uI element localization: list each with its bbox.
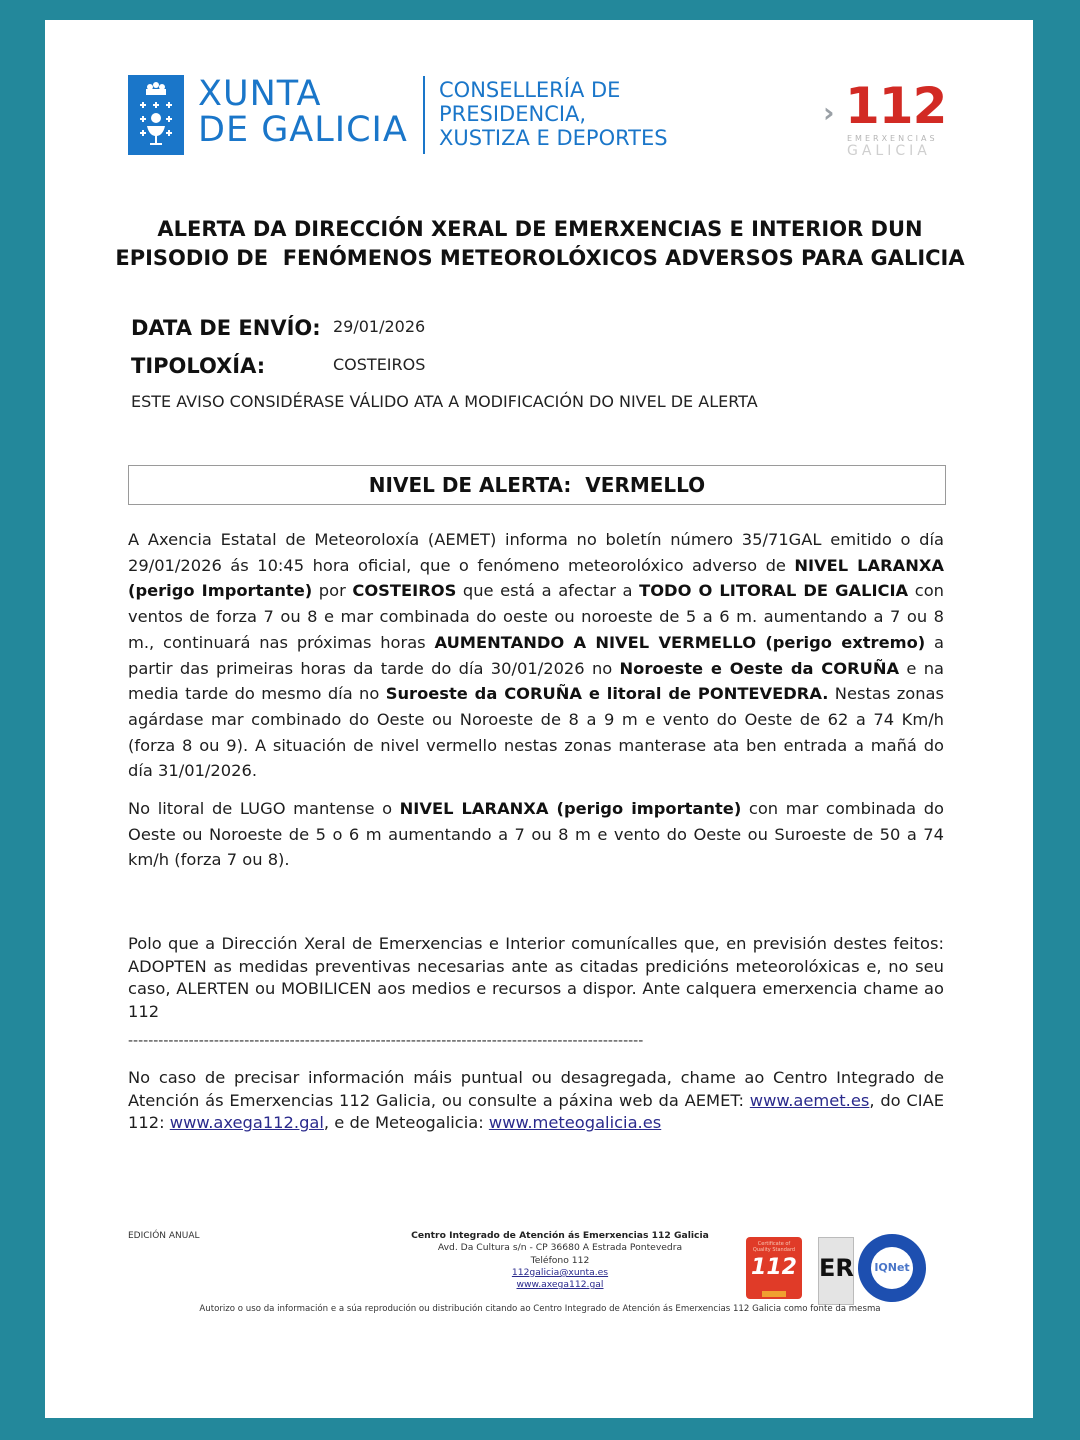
body-text: con mar combinada do Oeste ou Noroeste de 5 o 6 m aumentando a 7 ou 8 m e vento do Oeste ou Suroeste de 50 a 74 km/h (forza 7 ou 8). xyxy=(128,799,945,870)
emphasized-text: AUMENTANDO A NIVEL VERMELLO (perigo extremo) xyxy=(434,632,926,652)
contact-text-2: , do CIAE 112: xyxy=(128,1090,945,1132)
logo-112-line1: EMERXENCIAS xyxy=(847,134,938,143)
edition-label: EDICIÓN ANUAL xyxy=(128,1231,200,1241)
er-certificate-logo xyxy=(818,1237,854,1305)
document-page xyxy=(45,20,1033,1418)
conselleria-line-1: CONSELLERÍA DE xyxy=(439,78,621,102)
type-value: COSTEIROS xyxy=(333,355,426,374)
logo-112-line2: GALICIA xyxy=(847,143,931,159)
body-text: a partir das primeiras horas da tarde do día 30/01/2026 no xyxy=(128,632,944,678)
body-text: con ventos de forza 7 ou 8 e mar combinada do oeste ou noroeste de 5 a 6 m. aumentando a 7 ou 8 m., continuará nas próximas horas xyxy=(128,581,944,652)
title-line-1: ALERTA DA DIRECCIÓN XERAL DE EMERXENCIAS E INTERIOR DUN xyxy=(157,217,923,241)
centre-web-link[interactable]: www.axega112.gal xyxy=(516,1279,604,1291)
xunta-line-1: XUNTA xyxy=(198,74,322,114)
cert-112-caption: Certificate of Quality Standard xyxy=(752,1241,796,1253)
contact-paragraph xyxy=(128,1067,944,1135)
document-title xyxy=(85,215,995,273)
body-text: No litoral de LUGO mantense o xyxy=(128,799,400,818)
axega-link[interactable]: www.axega112.gal xyxy=(169,1113,324,1132)
meteogalicia-link[interactable]: www.meteogalicia.es xyxy=(488,1113,662,1132)
centre-address: Avd. Da Cultura s/n - CP 36680 A Estrada Pontevedra xyxy=(437,1242,683,1254)
conselleria-line-2: PRESIDENCIA, xyxy=(439,102,587,126)
date-value: 29/01/2026 xyxy=(333,317,426,336)
separator-line: ------------------------------------------------------------------------------------------------------ xyxy=(128,1033,644,1049)
type-label: TIPOLOXÍA: xyxy=(131,354,266,378)
authorization-note: Autorizo o uso da información e a súa reprodución ou distribución citando ao Centro Integrado de Atención ás Emerxencias 112 Galicia como fonte da mesma xyxy=(199,1304,881,1314)
alert-level-box xyxy=(128,465,946,505)
emphasized-text: Suroeste da CORUÑA e litoral de PONTEVEDRA. xyxy=(385,684,829,704)
emphasized-text: NIVEL LARANXA (perigo Importante) xyxy=(128,555,945,601)
body-text: e na media tarde do mesmo día no xyxy=(128,658,944,704)
date-label: DATA DE ENVÍO: xyxy=(131,316,321,340)
xunta-line-2: DE GALICIA xyxy=(198,110,408,150)
conselleria-line-3: XUSTIZA E DEPORTES xyxy=(439,126,668,150)
emphasized-text: Noroeste e Oeste da CORUÑA xyxy=(619,658,900,678)
cert-er-text: ER xyxy=(819,1254,854,1282)
alert-paragraph-1 xyxy=(128,527,944,784)
body-text: A Axencia Estatal de Meteoroloxía (AEMET) informa no boletín número 35/71GAL emitido o día 29/01/2026 ás 10:45 hora oficial, que o fenómeno meteorolóxico adverso de xyxy=(128,530,944,575)
emphasized-text: TODO O LITORAL DE GALICIA xyxy=(639,581,909,601)
validity-note: ESTE AVISO CONSIDÉRASE VÁLIDO ATA A MODIFICACIÓN DO NIVEL DE ALERTA xyxy=(131,392,758,411)
header-divider xyxy=(423,76,425,154)
alert-level-text: NIVEL DE ALERTA: VERMELLO xyxy=(368,473,706,497)
iqnet-text: IQNet xyxy=(874,1261,910,1274)
emphasized-text: NIVEL LARANXA (perigo importante) xyxy=(399,799,742,818)
conselleria-name xyxy=(439,78,668,150)
logo-112-emerxencias xyxy=(823,77,947,162)
quality-certificate-112-logo xyxy=(746,1237,802,1299)
chevron-right-icon: › xyxy=(823,96,835,129)
body-text: por xyxy=(312,581,353,601)
contact-text-3: , e de Meteogalicia: xyxy=(323,1113,489,1132)
emphasized-text: COSTEIROS xyxy=(352,581,457,601)
iqnet-certified-logo xyxy=(858,1234,926,1302)
cert-112-number: 112 xyxy=(751,1255,797,1280)
body-text: que está a afectar a xyxy=(456,581,640,601)
title-line-2: EPISODIO DE FENÓMENOS METEOROLÓXICOS ADVERSOS PARA GALICIA xyxy=(115,246,965,270)
cert-112-bar xyxy=(762,1291,786,1297)
aemet-link[interactable]: www.aemet.es xyxy=(749,1090,870,1110)
xunta-name xyxy=(198,76,408,148)
contact-text-1: No caso de precisar información máis puntual ou desagregada, chame ao Centro Integrado de Atención ás Emerxencias 112 Galicia, ou consulte a páxina web da AEMET: xyxy=(128,1068,944,1110)
centre-phone: Teléfono 112 xyxy=(530,1254,590,1266)
centre-email-link[interactable]: 112galicia@xunta.es xyxy=(511,1266,609,1278)
centre-contact-block xyxy=(385,1230,735,1291)
recommendation-paragraph: Polo que a Dirección Xeral de Emerxencias e Interior comunícalles que, en previsión destes feitos: ADOPTEN as medidas preventivas necesarias ante as citadas predicións meteorolóxicas e, no seu caso, ALERTEN ou MOBILICEN aos medios e recursos a dispor. Ante calquera emerxencia chame ao 112 xyxy=(128,934,944,1021)
body-text: Nestas zonas agárdase mar combinado do Oeste ou Noroeste de 8 a 9 m e vento do Oeste de 62 a 74 Km/h (forza 8 ou 9). A situación de nivel vermello nestas zonas manterase ata ben entrada a mañá do día 31/01/2026. xyxy=(128,684,944,781)
xunta-shield-icon xyxy=(128,75,184,155)
centre-name: Centro Integrado de Atención ás Emerxencias 112 Galicia xyxy=(411,1230,709,1241)
logo-112-number: 112 xyxy=(845,77,947,135)
alert-paragraph-2 xyxy=(128,796,944,873)
